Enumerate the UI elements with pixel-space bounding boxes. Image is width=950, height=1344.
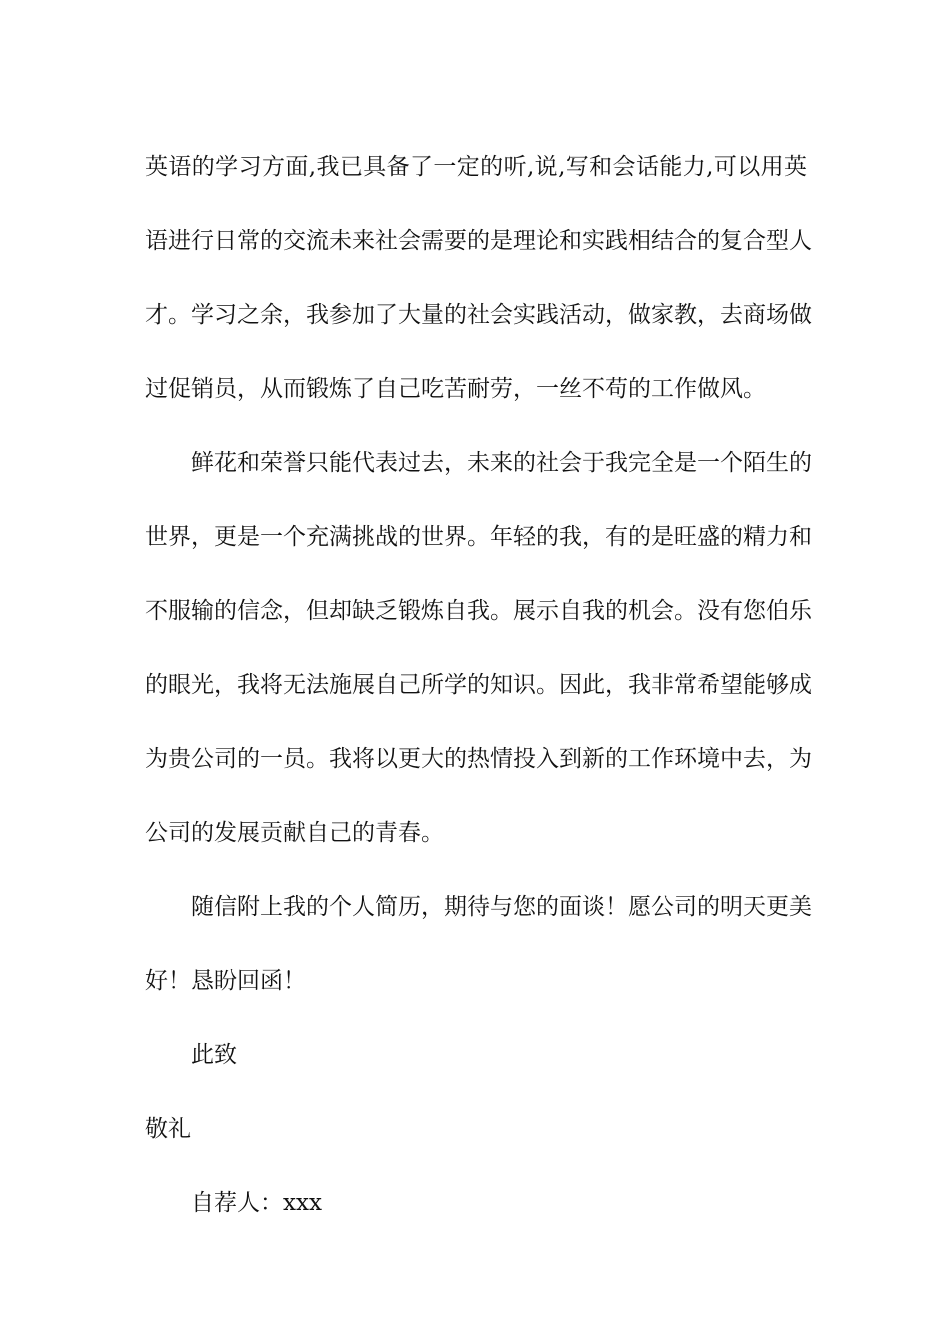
text-line: 不服输的信念，但却缺乏锻炼自我。展示自我的机会。没有您伯乐 <box>145 598 812 624</box>
paragraph-skills <box>145 130 812 426</box>
text-line: 鲜花和荣誉只能代表过去，未来的社会于我完全是一个陌生的 <box>191 450 812 476</box>
text-line: 的眼光，我将无法施展自己所学的知识。因此，我非常希望能够成 <box>145 672 812 698</box>
text-line: 才。学习之余，我参加了大量的社会实践活动，做家教，去商场做 <box>145 302 812 328</box>
text-line: 英语的学习方面,我已具备了一定的听,说,写和会话能力,可以用英 <box>145 154 807 180</box>
paragraph-resume-note <box>145 870 812 1018</box>
paragraph-aspiration <box>145 426 812 870</box>
text-line: 好！恳盼回函！ <box>145 968 306 994</box>
letter-body <box>145 130 812 1240</box>
text-line: 为贵公司的一员。我将以更大的热情投入到新的工作环境中去，为 <box>145 746 812 772</box>
text-line: 语进行日常的交流未来社会需要的是理论和实践相结合的复合型人 <box>145 228 812 254</box>
text-line: 世界，更是一个充满挑战的世界。年轻的我，有的是旺盛的精力和 <box>145 524 812 550</box>
text-line: 过促销员，从而锻炼了自己吃苦耐劳，一丝不苟的工作做风。 <box>145 376 766 402</box>
closing-regards: 敬礼 <box>145 1116 191 1142</box>
text-line: 随信附上我的个人简历，期待与您的面谈！愿公司的明天更美 <box>191 894 812 920</box>
closing-salutation: 此致 <box>191 1042 237 1068</box>
text-line: 公司的发展贡献自己的青春。 <box>145 820 444 846</box>
signature-line: 自荐人：xxx <box>191 1190 322 1216</box>
